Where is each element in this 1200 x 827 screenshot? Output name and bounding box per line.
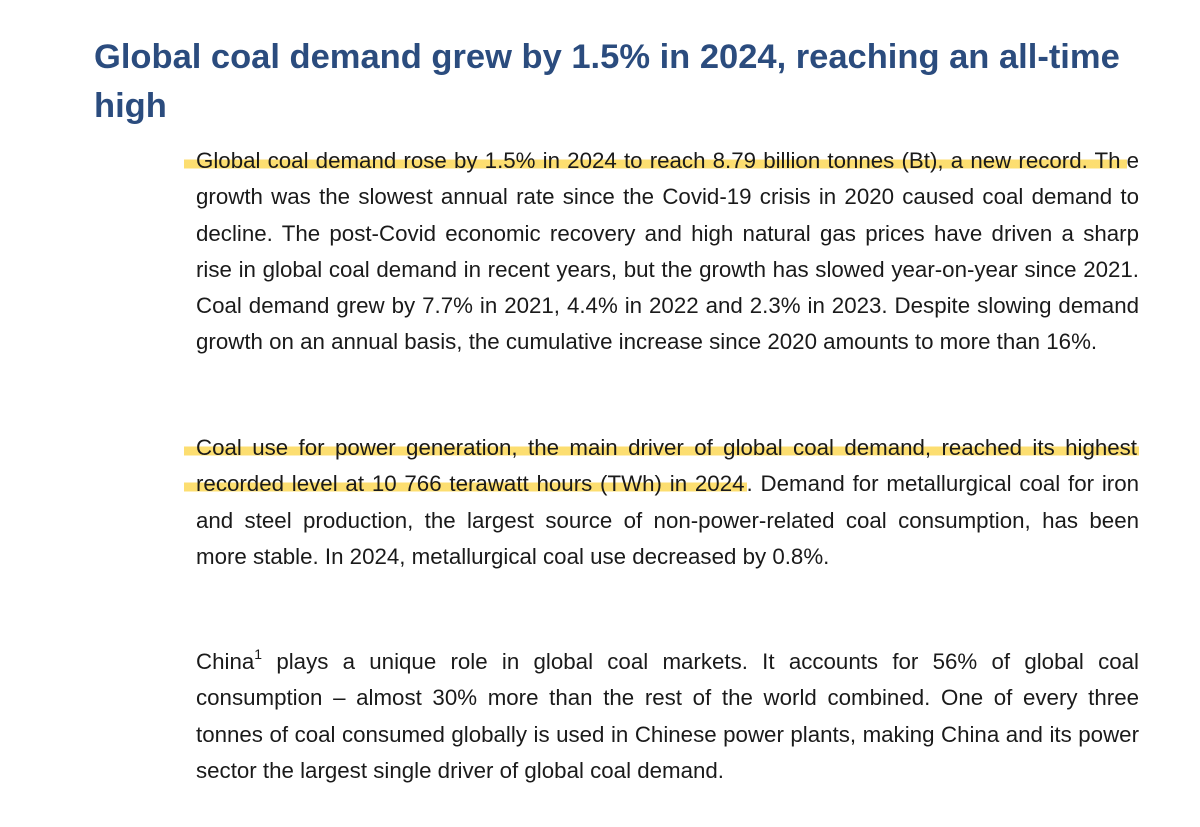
paragraph-power-generation [196, 430, 1139, 575]
paragraph-text: e growth was the slowest annual rate since the Covid-19 crisis in 2020 caused coal demand to decline. The post-Covid economic recovery and high natural gas prices have driven a sharp rise in global coal demand in recent years, but the growth has slowed year-on-year since 2021. Coal demand grew by 7.7% in 2021, 4.4% in 2022 and 2.3% in 2023. Despite slowing demand growth on an annual basis, the cumulative increase since 2020 amounts to more than 16%. [196, 148, 1139, 355]
paragraph-coal-demand [196, 143, 1139, 361]
paragraph-text: . Demand for metallurgical coal for iron and steel production, the largest source of non-power-related coal consumption, has been more stable. In 2024, metallurgical coal use decreased by 0.8%. [196, 471, 1139, 569]
paragraph-china-role [196, 644, 1139, 789]
footnote-marker[interactable]: 1 [254, 645, 263, 662]
paragraph-lead-word: China [196, 649, 255, 674]
section-heading: Global coal demand grew by 1.5% in 2024, reaching an all-time high [94, 38, 1120, 125]
highlighted-text-power-record: Coal use for power generation, the main driver of global coal demand, reached its highest recorded level at 10 766 terawatt hours (TWh) in 2024 [184, 435, 1139, 496]
highlighted-text-demand-record: Global coal demand rose by 1.5% in 2024 to reach 8.79 billion tonnes (Bt), a new record. Th [184, 148, 1127, 173]
paragraph-text: plays a unique role in global coal markets. It accounts for 56% of global coal consumption – almost 30% more than the rest of the world combined. One of every three tonnes of coal consumed globally is used in Chinese power plants, making China and its power sector the largest single driver of global coal demand. [196, 649, 1139, 783]
